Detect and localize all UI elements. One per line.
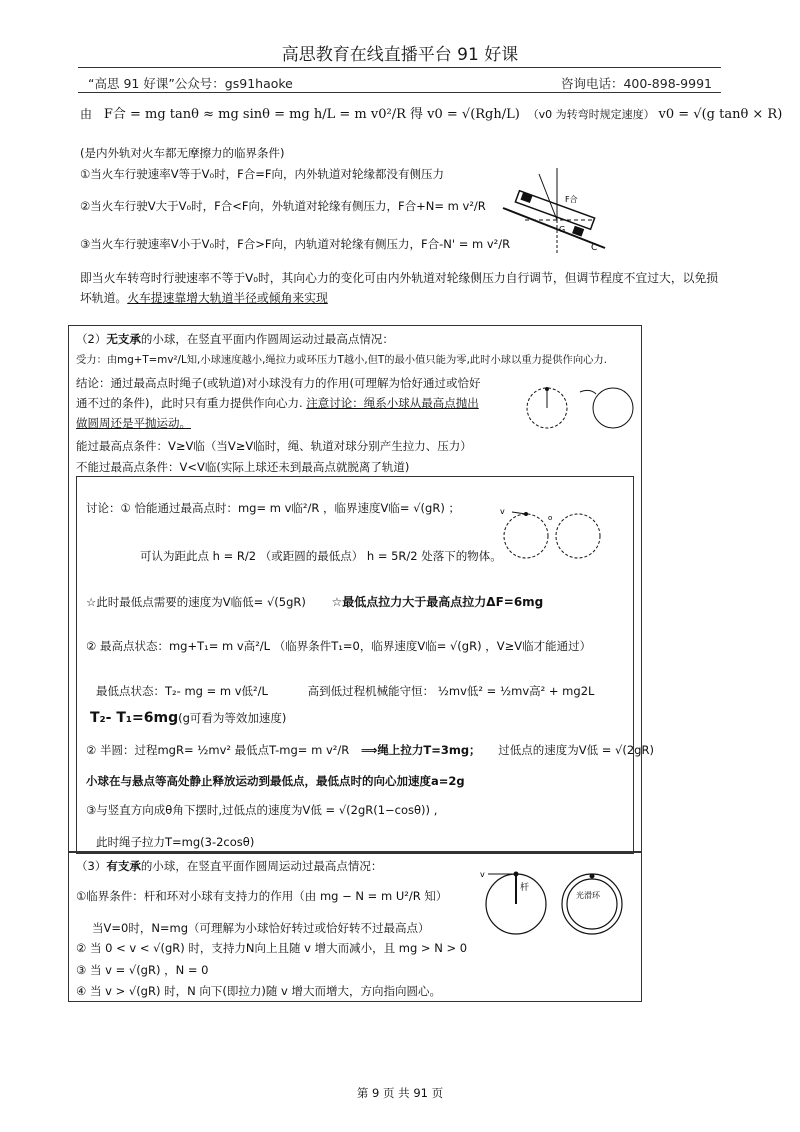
section-3-line-4: ③ 当 v = √(gR) ，N = 0 — [76, 963, 209, 977]
svg-text:C: C — [591, 243, 598, 253]
case-2: ②当火车行驶V大于V₀时，F合<F向，外轨道对轮缘有侧压力，F合+N= m v²/R — [80, 199, 486, 213]
discuss-3: ☆此时最低点需要的速度为V临低= √(5gR) ☆最低点拉力大于最高点拉力ΔF=6mg — [86, 595, 544, 609]
case-3: ③当火车行驶速率V小于V₀时，F合>F向，内轨道对轮缘有侧压力，F合-N' = m v²/R — [80, 237, 511, 251]
page-number: 第 9 页 共 91 页 — [356, 1086, 444, 1100]
ring-label: 光滑环 — [576, 891, 600, 900]
svg-text:o: o — [548, 514, 553, 522]
section-2-title: （2）无支承的小球，在竖直平面内作圆周运动过最高点情况： — [76, 332, 394, 346]
section-3-line-5: ④ 当 v > √(gR) 时，N 向下(即拉力)随 v 增大而增大，方向指向圆心。 — [76, 984, 441, 998]
conclusion-1: 结论：通过最高点时绳子(或轨道)对小球没有力的作用(可理解为恰好通过或恰好 — [76, 376, 481, 390]
page-header-title: 高思教育在线直播平台 91 好课 — [281, 45, 519, 65]
header-divider — [78, 67, 721, 68]
circle-motion-figure — [520, 382, 635, 434]
svg-text:v: v — [500, 507, 505, 516]
discuss-2: 可认为距此点 h = R/2 （或距圆的最低点） h = 5R/2 处落下的物体。 — [140, 549, 502, 563]
svg-text:G: G — [559, 225, 566, 234]
paragraph-line-2: 坏轨道。火车提速靠增大轨道半径或倾角来实现 — [80, 291, 328, 305]
paragraph-line-1: 即当火车转弯时行驶速率不等于V₀时，其向心力的变化可由内外轨道对轮缘侧压力自行调节，但调节程度不宜过大，以免损 — [80, 271, 719, 285]
section-3-title: （3）有支承的小球，在竖直平面作圆周运动过最高点情况： — [76, 859, 383, 873]
rod-label: 杆 — [520, 883, 530, 893]
discuss-7: ② 半圆：过程mgR= ½mv² 最低点T-mg= m v²/R ⟹绳上拉力T=3mg； 过低点的速度为V低 = √(2gR) — [86, 743, 654, 757]
force-text: 受力：由mg+T=mv²/L知,小球速度越小,绳拉力或环压力T越小,但T的最小值只能为零,此时小球以重力提供作向心力. — [76, 354, 607, 366]
discuss-8: 小球在与悬点等高处静止释放运动到最低点，最低点时的向心加速度a=2g — [86, 774, 465, 788]
underlined-note: 火车提速靠增大轨道半径或倾角来实现 — [127, 291, 328, 305]
section-3-line-2: 当V=0时，N=mg（可理解为小球恰好转过或恰好转不过最高点） — [92, 921, 430, 935]
discuss-4: ② 最高点状态：mg+T₁= m v高²/L （临界条件T₁=0，临界速度V临= √(gR) ，V≥V临才能通过） — [86, 639, 592, 653]
section-3-line-1: ①临界条件：杆和环对小球有支持力的作用（由 mg − N = m U²/R 知） — [76, 889, 448, 903]
train-track-figure — [495, 160, 610, 256]
conclusion-3: 做圆周还是平抛运动。 — [76, 416, 191, 430]
header-divider-bottom — [78, 92, 721, 93]
can-pass-condition: 能过最高点条件：V≥V临（当V≥V临时，绳、轨道对球分别产生拉力、压力） — [76, 439, 472, 453]
discuss-10: 此时绳子拉力T=mg(3-2cosθ) — [96, 835, 255, 849]
cannot-pass-condition: 不能过最高点条件：V<V临(实际上球还未到最高点就脱离了轨道) — [76, 460, 410, 474]
formula-line-1: 由 F合 = mg tanθ ≈ mg sinθ = mg h/L = m v0²/R 得 v0 = √(Rgh/L) （v0 为转弯时规定速度） v0 = √(g tanθ × R) — [80, 107, 783, 122]
svg-text:F合: F合 — [565, 195, 578, 204]
section-3-line-3: ② 当 0 < v < √(gR) 时，支持力N向上且随 v 增大而减小，且 mg > N > 0 — [76, 941, 468, 955]
condition-note: (是内外轨对火车都无摩擦力的临界条件) — [80, 146, 285, 160]
header-wechat: “高思 91 好课”公众号：gs91haoke — [88, 76, 293, 91]
rod-and-ring-figure — [478, 866, 628, 938]
discuss-6: T₂- T₁=6mg(g可看为等效加速度) — [90, 710, 287, 726]
conclusion-2: 通不过的条件)，此时只有重力提供作向心力. 注意讨论：绳系小球从最高点抛出 — [76, 396, 479, 410]
discuss-9: ③与竖直方向成θ角下摆时,过低点的速度为V低 = √(2gR(1−cosθ)) , — [86, 803, 438, 817]
discuss-5: 最低点状态：T₂- mg = m v低²/L 高到低过程机械能守恒： ½mv低² = ½mv高² + mg2L — [96, 684, 595, 698]
case-1: ①当火车行驶速率V等于V₀时，F合=F向，内外轨道对轮缘都没有侧压力 — [80, 167, 445, 181]
rope-ball-figure — [498, 500, 610, 564]
discuss-1: 讨论：① 恰能通过最高点时：mg= m v临²/R ，临界速度V临= √(gR) ； — [86, 501, 460, 515]
header-phone: 咨询电话：400-898-9991 — [560, 76, 712, 91]
svg-text:v: v — [480, 870, 485, 879]
